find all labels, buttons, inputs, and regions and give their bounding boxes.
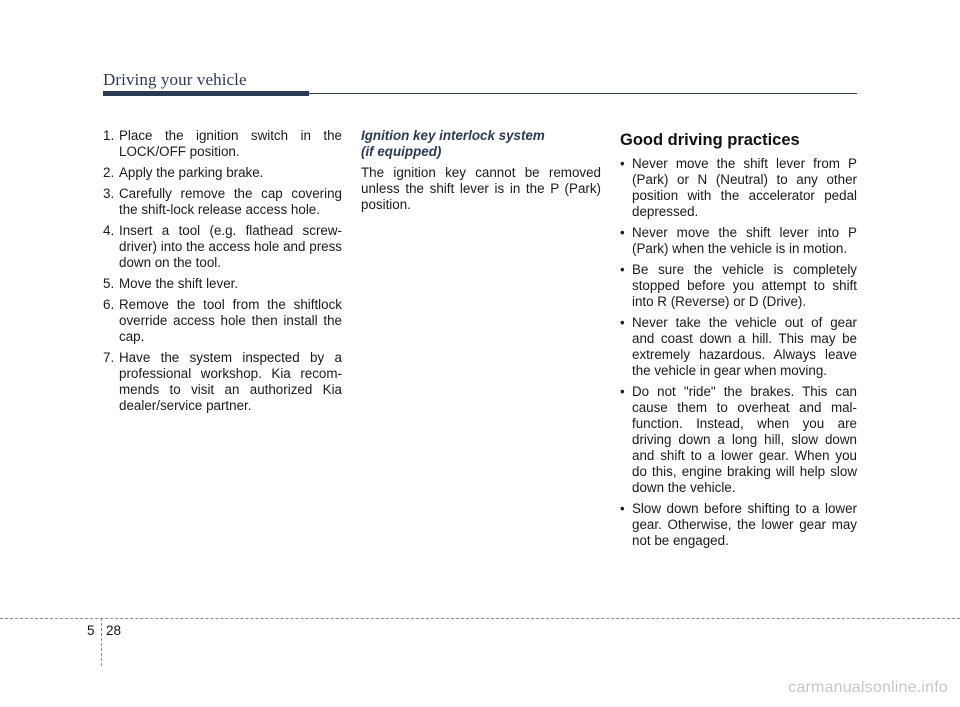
header-rule-thick xyxy=(103,91,309,96)
step-item xyxy=(103,350,342,414)
bullet-text: Never move the shift lever from P (Park) or N (Neutral) to any other position with the accelerator pedal depressed. xyxy=(632,156,857,219)
step-item xyxy=(103,165,342,181)
key-interlock-heading-line1: Ignition key interlock system xyxy=(361,128,545,143)
shiftlock-steps-list xyxy=(103,128,342,414)
bullet-icon: • xyxy=(620,262,625,277)
bullet-text: Slow down before shifting to a lower gear. Otherwise, the lower gear may not be engaged. xyxy=(632,501,857,548)
key-interlock-body: The ignition key cannot be removed unless the shift lever is in the P (Park) position. xyxy=(361,165,601,212)
driving-practices-list xyxy=(620,156,857,549)
step-text: Apply the parking brake. xyxy=(119,165,264,180)
bullet-text: Never move the shift lever into P (Park) when the vehicle is in motion. xyxy=(632,225,857,256)
step-number: 3. xyxy=(103,186,115,201)
list-item xyxy=(620,501,857,549)
step-text: Place the ignition switch in the LOCK/OFF position. xyxy=(119,128,342,159)
page-number: 28 xyxy=(106,623,122,638)
header-rule-thin xyxy=(309,93,857,94)
chapter-number: 5 xyxy=(87,623,95,638)
step-number: 5. xyxy=(103,276,115,291)
step-number: 7. xyxy=(103,350,115,365)
step-item xyxy=(103,297,342,345)
list-item xyxy=(620,225,857,257)
key-interlock-heading-line2: (if equipped) xyxy=(361,144,442,159)
column-driving-practices xyxy=(620,128,857,554)
step-item xyxy=(103,186,342,218)
key-interlock-heading xyxy=(361,128,601,160)
step-text: Remove the tool from the shiftlock override access hole then install the cap. xyxy=(119,297,342,344)
footer-dashed-divider xyxy=(101,618,102,666)
bullet-icon: • xyxy=(620,384,625,399)
list-item xyxy=(620,384,857,496)
step-text: Have the system inspected by a professional workshop. Kia recom-mends to visit an authorized Kia dealer/service partner. xyxy=(119,350,342,413)
bullet-icon: • xyxy=(620,315,625,330)
footer-dashed-rule xyxy=(0,618,960,619)
page-header-title: Driving your vehicle xyxy=(103,70,247,89)
list-item xyxy=(620,315,857,379)
list-item xyxy=(620,156,857,220)
step-number: 4. xyxy=(103,223,115,238)
driving-practices-heading: Good driving practices xyxy=(620,131,800,149)
column-shiftlock-steps xyxy=(103,128,342,419)
bullet-text: Never take the vehicle out of gear and coast down a hill. This may be extremely hazardous. Always leave the vehicle in gear when moving. xyxy=(632,315,857,378)
step-item xyxy=(103,128,342,160)
step-number: 2. xyxy=(103,165,115,180)
bullet-icon: • xyxy=(620,156,625,171)
step-number: 1. xyxy=(103,128,115,143)
bullet-text: Be sure the vehicle is completely stopped before you attempt to shift into R (Reverse) or D (Drive). xyxy=(632,262,857,309)
watermark: carmanualsonline.info xyxy=(788,679,948,696)
list-item xyxy=(620,262,857,310)
step-item xyxy=(103,276,342,292)
step-item xyxy=(103,223,342,271)
bullet-text: Do not "ride" the brakes. This can cause them to overheat and mal-function. Instead, when you are driving down a long hill, slow down and shift to a lower gear. When you do this, engine braking will help slow down the vehicle. xyxy=(632,384,857,495)
column-key-interlock xyxy=(361,128,601,213)
step-number: 6. xyxy=(103,297,115,312)
bullet-icon: • xyxy=(620,501,625,516)
bullet-icon: • xyxy=(620,225,625,240)
step-text: Move the shift lever. xyxy=(119,276,239,291)
step-text: Carefully remove the cap covering the shift-lock release access hole. xyxy=(119,186,342,217)
step-text: Insert a tool (e.g. flathead screw-driver) into the access hole and press down on the tool. xyxy=(119,223,342,270)
